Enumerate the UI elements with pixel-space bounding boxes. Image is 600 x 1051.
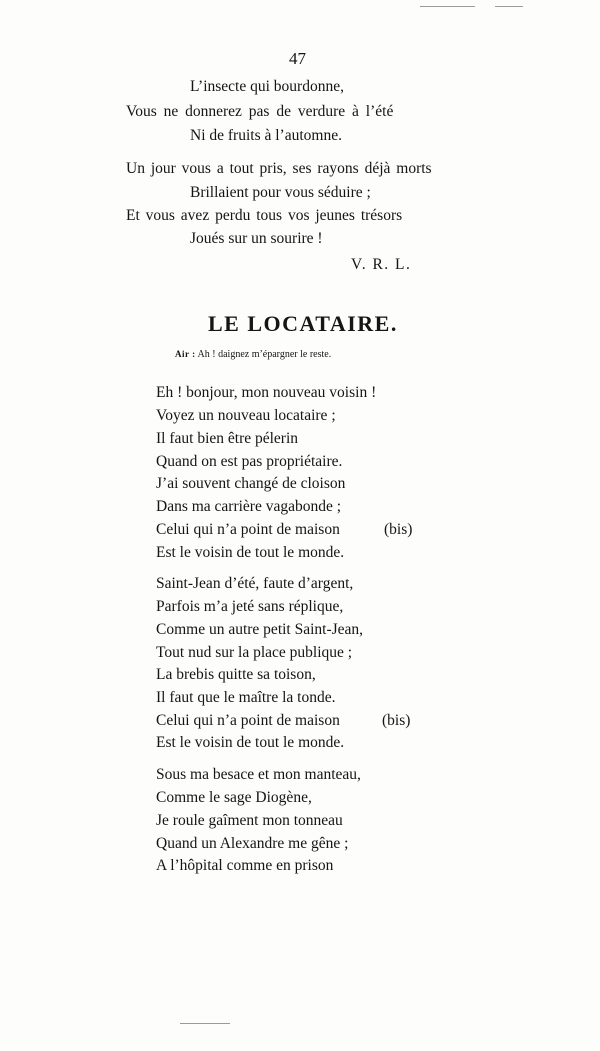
song-s3-line5: A l’hôpital comme en prison xyxy=(156,857,334,874)
song-s2-line2: Parfois m’a jeté sans réplique, xyxy=(156,598,344,615)
poem1-s2-line3: Et vous avez perdu tous vos jeunes trésors xyxy=(126,207,403,224)
song-s1-line4: Quand on est pas propriétaire. xyxy=(156,453,343,470)
song-s2-line7: Celui qui n’a point de maison xyxy=(156,712,340,729)
bis-mark-2: (bis) xyxy=(382,712,411,729)
song-s2-line3: Comme un autre petit Saint-Jean, xyxy=(156,621,364,638)
song-s3-line2: Comme le sage Diogène, xyxy=(156,789,312,806)
poem1-s1-line3: Ni de fruits à l’automne. xyxy=(190,127,342,144)
page-number: 47 xyxy=(289,49,306,68)
song-s1-line8: Est le voisin de tout le monde. xyxy=(156,544,345,561)
song-s1-line6: Dans ma carrière vagabonde ; xyxy=(156,498,342,515)
song-s1-line5: J’ai souvent changé de cloison xyxy=(156,475,346,492)
top-rule-mark xyxy=(420,6,475,7)
song-title: LE LOCATAIRE. xyxy=(208,311,398,336)
air-line xyxy=(175,349,331,360)
song-s2-line8: Est le voisin de tout le monde. xyxy=(156,734,345,751)
song-s2-line1: Saint-Jean d’été, faute d’argent, xyxy=(156,575,354,592)
song-s2-line6: Il faut que le maître la tonde. xyxy=(156,689,336,706)
song-s1-line1: Eh ! bonjour, mon nouveau voisin ! xyxy=(156,384,377,401)
song-s3-line4: Quand un Alexandre me gêne ; xyxy=(156,835,349,852)
song-s1-line7: Celui qui n’a point de maison xyxy=(156,521,340,538)
air-text: Ah ! daignez m’épargner le reste. xyxy=(197,349,332,360)
air-label: Air : xyxy=(175,349,196,359)
signature: V. R. L. xyxy=(351,256,412,273)
bis-mark-1: (bis) xyxy=(384,521,413,538)
poem1-s2-line4: Joués sur un sourire ! xyxy=(190,230,323,247)
song-s1-line3: Il faut bien être pélerin xyxy=(156,430,299,447)
poem1-s1-line1: L’insecte qui bourdonne, xyxy=(190,78,344,95)
poem1-s2-line2: Brillaient pour vous séduire ; xyxy=(190,184,371,201)
poem1-s1-line2: Vous ne donnerez pas de verdure à l’été xyxy=(126,103,394,120)
song-s2-line5: La brebis quitte sa toison, xyxy=(156,666,316,683)
top-rule-mark-2 xyxy=(495,6,523,7)
poem1-s2-line1: Un jour vous a tout pris, ses rayons déjà morts xyxy=(126,160,432,177)
bottom-rule-mark xyxy=(180,1023,230,1024)
song-s2-line4: Tout nud sur la place publique ; xyxy=(156,644,353,661)
song-s1-line2: Voyez un nouveau locataire ; xyxy=(156,407,336,424)
song-s3-line3: Je roule gaîment mon tonneau xyxy=(156,812,343,829)
song-s3-line1: Sous ma besace et mon manteau, xyxy=(156,766,361,783)
